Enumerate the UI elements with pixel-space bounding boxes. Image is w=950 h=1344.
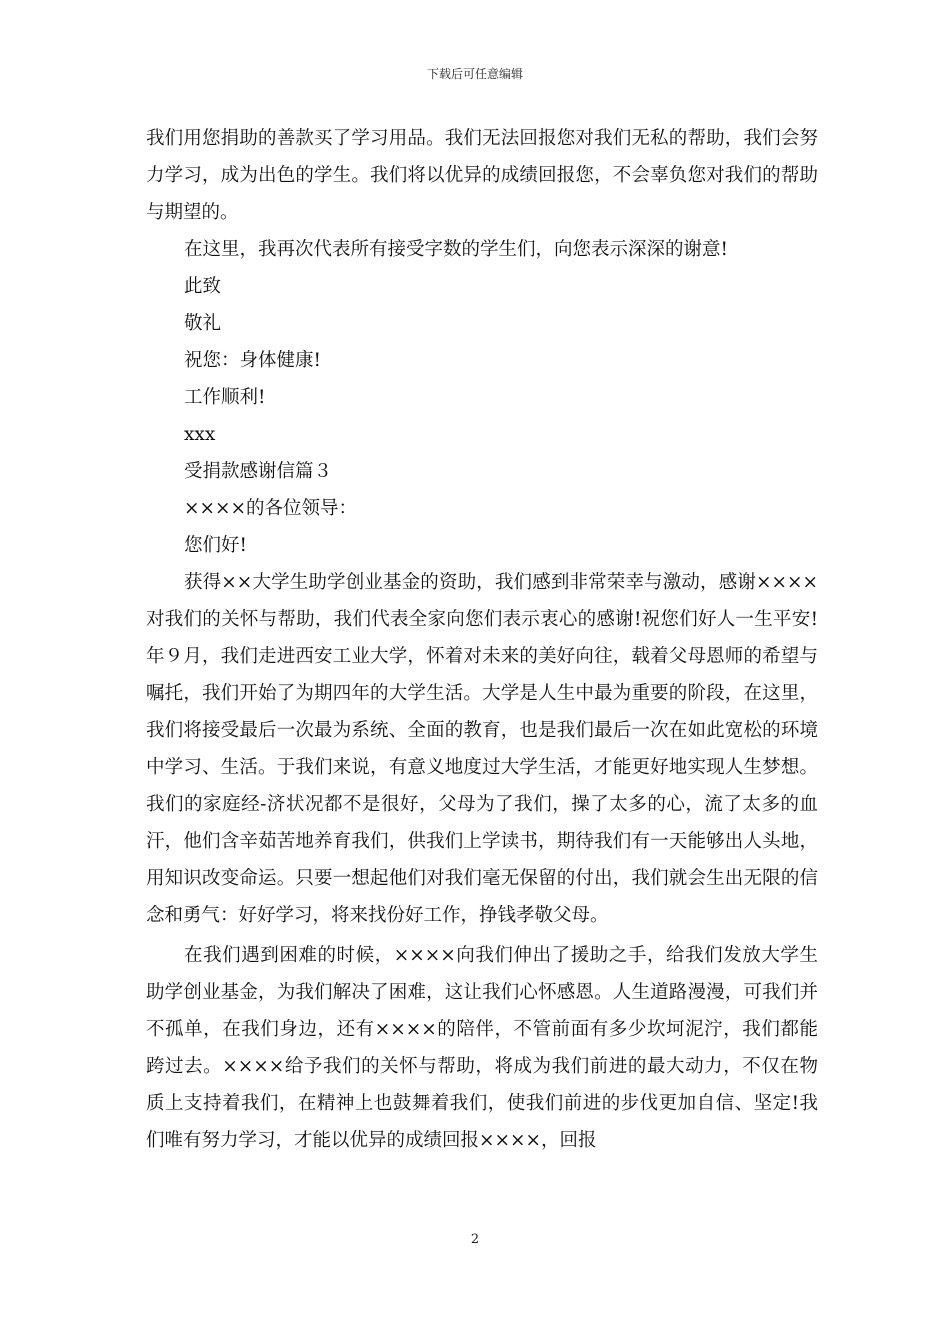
paragraph-body-1: 获得××大学生助学创业基金的资助，我们感到非常荣幸与激动，感谢××××对我们的关怀与帮助，我们代表全家向您们表示衷心的感谢!祝您们好人一生平安!年９月，我们走进西安工业大学，怀着对未来的美好向往，载着父母恩师的希望与嘱托，我们开始了为期四年的大学生活。大学是人生中最为重要的阶段，在这里，我们将接受最后一次最为系统、全面的教育，也是我们最后一次在如此宽松的环境中学习、生活。于我们来说，有意义地度过大学生活，才能更好地实现人生梦想。我们的家庭经-济状况都不是很好，父母为了我们，操了太多的心，流了太多的血汗，他们含辛茹苦地养育我们，供我们上学读书，期待我们有一天能够出人头地，用知识改变命运。只要一想起他们对我们毫无保留的付出，我们就会生出无限的信念和勇气：好好学习，将来找份好工作，挣钱孝敬父母。 xyxy=(146,572,818,926)
paragraph-body-2: 在我们遇到困难的时候，××××向我们伸出了援助之手，给我们发放大学生助学创业基金，为我们解决了困难，这让我们心怀感恩。人生道路漫漫，可我们并不孤单，在我们身边，还有××××的陪伴，不管前面有多少坎坷泥泞，我们都能跨过去。××××给予我们的关怀与帮助，将成为我们前进的最大动力，不仅在物质上支持着我们，在精神上也鼓舞着我们，使我们前进的步伐更加自信、坚定!我们唯有努力学习，才能以优异的成绩回报××××，回报 xyxy=(146,945,818,1151)
wish-health: 祝您：身体健康! xyxy=(184,350,321,371)
page-number: 2 xyxy=(470,1232,480,1247)
closing-salutation: 此致 xyxy=(184,276,222,297)
paragraph-thanks: 在这里，我再次代表所有接受字数的学生们，向您表示深深的谢意! xyxy=(184,239,728,260)
page-header: 下载后可任意编辑 xyxy=(426,67,523,81)
paragraph-continuation: 我们用您捐助的善款买了学习用品。我们无法回报您对我们无私的帮助，我们会努力学习，成为出色的学生。我们将以优异的成绩回报您，不会辜负您对我们的帮助与期望的。 xyxy=(146,128,818,223)
section-title: 受捐款感谢信篇３ xyxy=(184,461,333,482)
document-body xyxy=(146,120,818,1159)
wish-work: 工作顺利! xyxy=(184,387,266,408)
letter-greeting: ××××的各位领导： xyxy=(184,498,358,519)
closing-respect: 敬礼 xyxy=(184,313,222,334)
letter-opening: 您们好! xyxy=(184,535,247,556)
signature: xxx xyxy=(184,424,216,445)
